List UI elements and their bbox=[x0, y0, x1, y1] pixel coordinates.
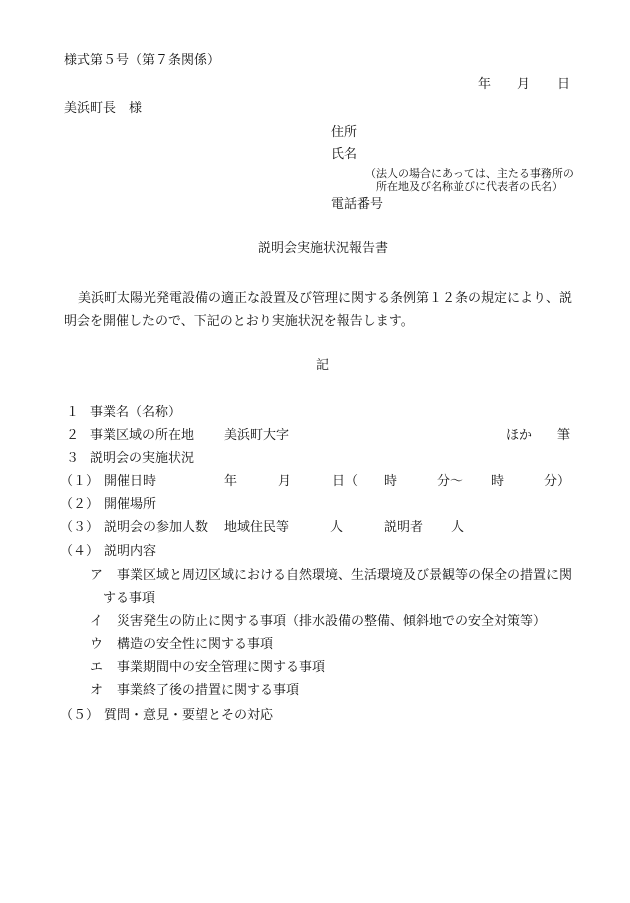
location-lots: 筆 bbox=[557, 428, 571, 443]
item-label: 説明会の実施状況 bbox=[90, 451, 195, 466]
date-day: 日 bbox=[557, 77, 571, 92]
date-year: 年 bbox=[224, 474, 238, 489]
end-minute: 分） bbox=[544, 474, 571, 489]
kana-marker: イ bbox=[90, 614, 104, 629]
addressee: 美浜町長 様 bbox=[64, 101, 143, 116]
location-other: ほか bbox=[506, 428, 533, 443]
kana-marker: ア bbox=[90, 568, 104, 583]
item-number: ２ bbox=[66, 428, 80, 443]
location-prefix: 美浜町大字 bbox=[224, 428, 290, 443]
date-month: 月 bbox=[517, 77, 531, 92]
sub-item-label: 開催日時 bbox=[104, 474, 157, 489]
end-hour: 時 bbox=[491, 474, 505, 489]
item-number: ３ bbox=[66, 451, 80, 466]
explanation-text-line2: する事項 bbox=[103, 591, 156, 606]
sub-item-label: 開催場所 bbox=[104, 497, 157, 512]
explanation-text: 事業終了後の措置に関する事項 bbox=[117, 683, 300, 698]
date-month: 月 bbox=[278, 474, 292, 489]
explanation-text-line1: 事業区域と周辺区域における自然環境、生活環境及び景観等の保全の措置に関 bbox=[117, 568, 573, 583]
address-label: 住所 bbox=[331, 125, 358, 140]
sub-item-number: （４） bbox=[60, 544, 100, 559]
item-label: 事業区域の所在地 bbox=[90, 428, 195, 443]
body-line-1: 美浜町太陽光発電設備の適正な設置及び管理に関する条例第１２条の規定により、説 bbox=[78, 291, 573, 306]
explainers-label: 説明者 bbox=[384, 520, 424, 535]
sub-item-number: （５） bbox=[60, 708, 100, 723]
sub-item-label: 説明会の参加人数 bbox=[104, 520, 209, 535]
corporate-note-line2: 所在地及び名称並びに代表者の氏名） bbox=[376, 180, 563, 193]
start-hour: 時 bbox=[384, 474, 398, 489]
sub-item-label: 説明内容 bbox=[104, 544, 157, 559]
ki-heading: 記 bbox=[316, 358, 330, 373]
item-label: 事業名（名称） bbox=[90, 405, 182, 420]
date-year: 年 bbox=[478, 77, 492, 92]
corporate-note-line1: （法人の場合にあっては、主たる事務所の bbox=[365, 167, 574, 180]
explanation-text: 事業期間中の安全管理に関する事項 bbox=[117, 660, 326, 675]
kana-marker: ウ bbox=[90, 637, 104, 652]
item-number: １ bbox=[66, 405, 80, 420]
name-label: 氏名 bbox=[331, 147, 358, 162]
residents-label: 地域住民等 bbox=[224, 520, 290, 535]
body-line-2: 明会を開催したので、下記のとおり実施状況を報告します。 bbox=[64, 314, 414, 329]
residents-count-unit: 人 bbox=[330, 520, 344, 535]
phone-label: 電話番号 bbox=[331, 197, 384, 212]
kana-marker: オ bbox=[90, 683, 104, 698]
form-number: 様式第５号（第７条関係） bbox=[64, 53, 221, 68]
start-minute: 分～ bbox=[437, 474, 464, 489]
kana-marker: エ bbox=[90, 660, 104, 675]
date-day: 日（ bbox=[332, 474, 359, 489]
sub-item-number: （３） bbox=[60, 520, 100, 535]
explanation-text: 構造の安全性に関する事項 bbox=[117, 637, 274, 652]
document-title: 説明会実施状況報告書 bbox=[258, 241, 389, 256]
sub-item-number: （２） bbox=[60, 497, 100, 512]
sub-item-label: 質問・意見・要望とその対応 bbox=[104, 708, 274, 723]
sub-item-number: （１） bbox=[60, 474, 100, 489]
explanation-text: 災害発生の防止に関する事項（排水設備の整備、傾斜地での安全対策等） bbox=[117, 614, 547, 629]
explainers-count-unit: 人 bbox=[451, 520, 465, 535]
